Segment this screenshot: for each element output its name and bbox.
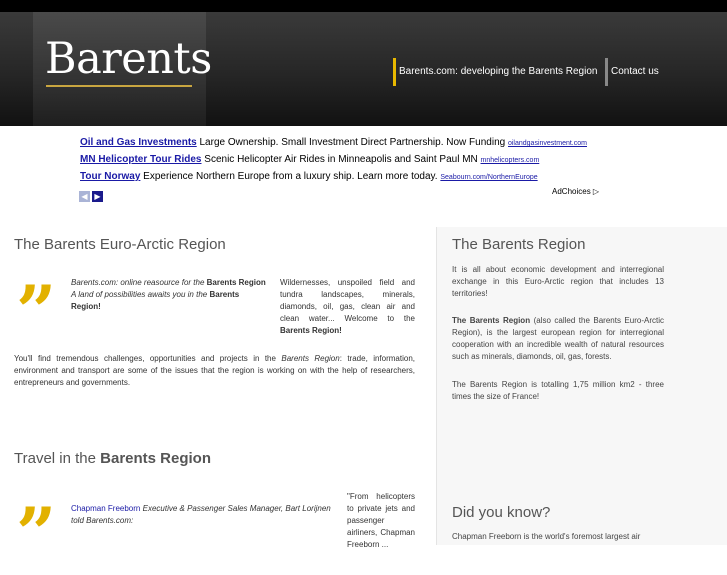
logo[interactable] [33, 12, 212, 126]
para-text: You'll find tremendous challenges, opportunities and projects in the [14, 354, 276, 363]
welcome-body: Wildernesses, unspoiled field and tundra landscapes, minerals, diamonds, oil, gas, clean air and clean water... Welcome to the [280, 278, 415, 323]
quote-icon: ” [16, 492, 57, 575]
travel-intro [71, 503, 336, 527]
nav-marker [393, 58, 396, 86]
header [0, 12, 727, 126]
nav-label: Barents.com: developing the Barents Region [399, 66, 598, 77]
ad-title-link[interactable]: Tour Norway [80, 171, 141, 182]
ad-url-link[interactable]: Seabourn.com/NorthernEurope [440, 174, 538, 181]
ad-title-link[interactable]: MN Helicopter Tour Rides [80, 154, 202, 165]
nav-item-contact[interactable] [605, 58, 659, 86]
ad-block [80, 134, 610, 185]
top-bar [0, 0, 727, 12]
sidebar [436, 227, 727, 545]
title-bold: Barents Region [100, 450, 212, 467]
logo-underline [46, 85, 192, 87]
adchoices-link[interactable] [552, 187, 599, 196]
intro-bold: Barents Region [206, 278, 266, 287]
nav-marker [605, 58, 608, 86]
sidebar-paragraph [452, 315, 664, 363]
intro-italic: Barents.com: online reasource for the [71, 278, 205, 287]
ad-url-link[interactable]: mnhelicopters.com [480, 157, 540, 164]
sidebar-paragraph: Chapman Freeborn is the world's foremost largest air [452, 532, 641, 541]
did-you-know-title: Did you know? [452, 504, 551, 521]
logo-text: Barents [45, 34, 212, 84]
nav-item-home[interactable] [393, 58, 597, 86]
title-plain: Travel in the [14, 450, 96, 467]
welcome-bold: Barents Region! [280, 326, 342, 335]
ad-text: Large Ownership. Small Investment Direct Partnership. Now Funding [199, 137, 506, 148]
ad-item [80, 134, 610, 151]
quote-icon: ” [16, 270, 57, 353]
adchoices-icon: ▷ [592, 187, 600, 196]
sidebar-text: (also called the Barents Euro-Arctic Region), is the largest european region for interregional cooperation with an incredible wealth of natural resources such as minerals, diamonds, oil, gas, forests. [452, 316, 664, 361]
welcome-text [280, 277, 415, 337]
chapman-freeborn-link[interactable]: Chapman Freeborn [71, 504, 141, 513]
nav-label: Contact us [611, 66, 659, 77]
ad-item [80, 168, 610, 185]
sidebar-paragraph: The Barents Region is totalling 1,75 million km2 - three times the size of France! [452, 380, 664, 401]
intro2-bold: Barents Region! [71, 290, 240, 311]
sidebar-bold: The Barents Region [452, 316, 531, 325]
main-content [0, 227, 436, 575]
ad-title-link[interactable]: Oil and Gas Investments [80, 137, 197, 148]
para-text: : trade, information, environment and transport are some of the issues that the region is working on with the help of researchers, entrepreneurs and governments. [14, 354, 415, 387]
ad-text: Scenic Helicopter Air Rides in Minneapolis and Saint Paul MN [204, 154, 478, 165]
ad-next-button[interactable]: ▶ [92, 191, 103, 202]
ad-item [80, 151, 610, 168]
adchoices-label: AdChoices [552, 187, 591, 196]
ad-text: Experience Northern Europe from a luxury ship. Learn more today. [143, 171, 438, 182]
sidebar-title: The Barents Region [452, 236, 586, 253]
intro-text [71, 277, 269, 313]
intro2-italic: A land of possibilities awaits you in the [71, 290, 208, 299]
section-title: The Barents Euro-Arctic Region [14, 236, 226, 253]
section-paragraph [14, 353, 415, 389]
travel-quote-text: "From helicopters to private jets and passenger airliners, Chapman Freeborn ... [347, 492, 415, 549]
travel-intro-italic: Executive & Passenger Sales Manager, Bart Lorijnen told Barents.com: [71, 504, 331, 525]
ad-url-link[interactable]: oilandgasinvestment.com [507, 140, 587, 147]
para-italic: Barents Region [281, 354, 340, 363]
ad-prev-button[interactable]: ◀ [79, 191, 90, 202]
section-title-travel [14, 450, 211, 467]
ad-pager [79, 186, 105, 204]
sidebar-paragraph: It is all about economic development and interregional exchange in this Euro-Arctic region that includes 13 territories! [452, 265, 664, 298]
